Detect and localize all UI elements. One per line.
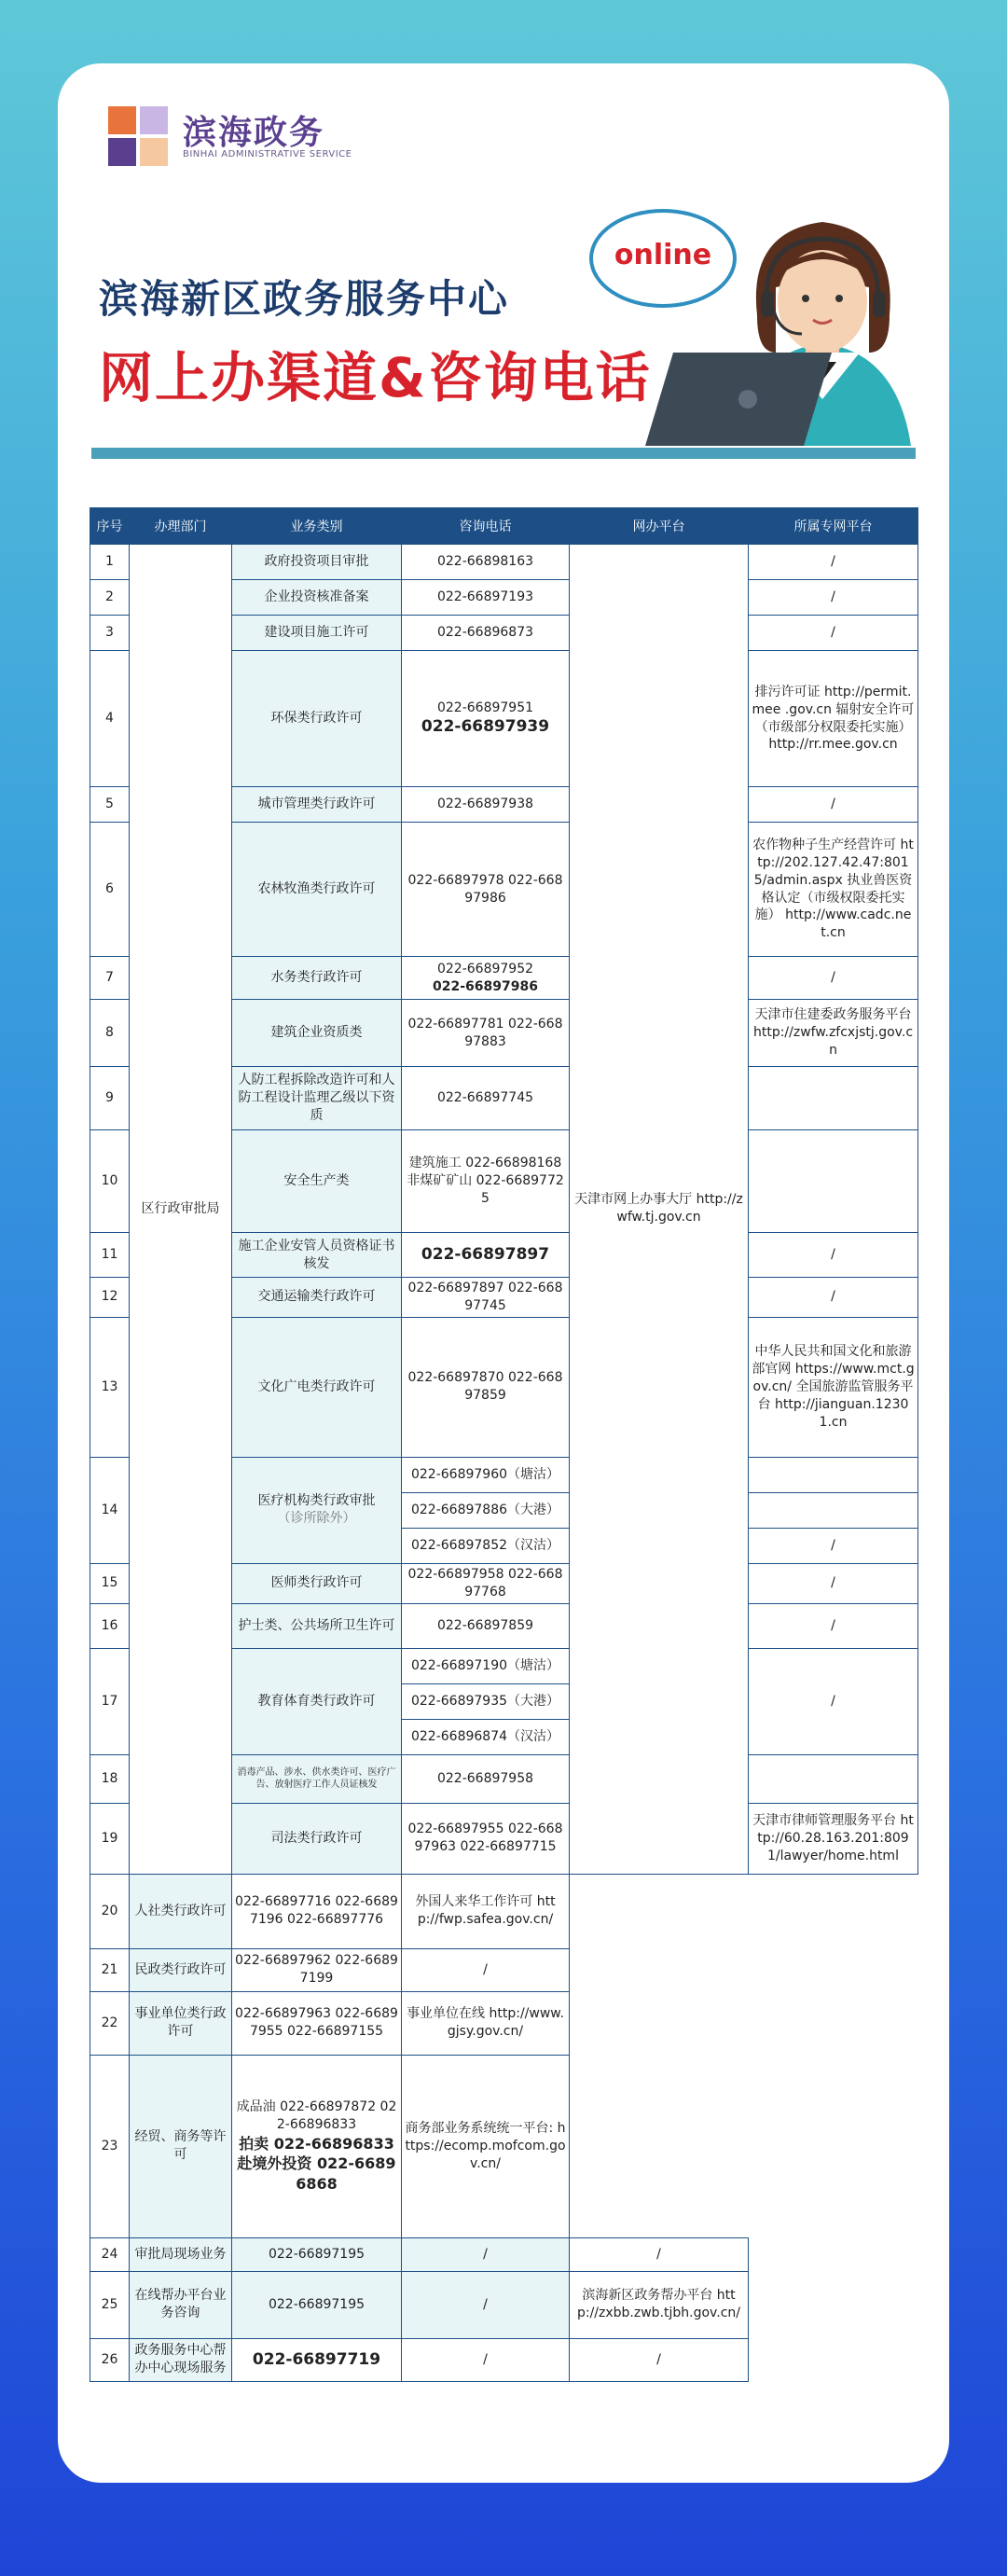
page-subtitle: 网上办渠道&咨询电话	[99, 346, 652, 409]
phone-cell: 022-66897886（大港）	[402, 1492, 570, 1528]
platform-cell: 天津市网上办事大厅 http://zwfw.tj.gov.cn	[570, 545, 749, 1875]
phone-cell: 022-66897955 022-66897963 022-66897715	[402, 1803, 570, 1874]
category-cell: 民政类行政许可	[130, 1948, 232, 1991]
network-cell: /	[749, 1563, 918, 1603]
phone-cell: 022-66897963 022-66897955 022-66897155	[232, 1991, 402, 2055]
network-cell: /	[749, 616, 918, 651]
phone-group: 拍卖 022-66896833 赴境外投资 022-66896868	[237, 2134, 396, 2193]
row-number: 13	[90, 1317, 130, 1457]
phone-cell: 022-66897745	[402, 1067, 570, 1130]
category-cell: 政务服务中心帮办中心现场服务	[130, 2338, 232, 2381]
department-cell: 区行政审批局	[130, 545, 232, 1875]
network-cell	[749, 1130, 918, 1233]
category-cell: 经贸、商务等许可	[130, 2055, 232, 2237]
table-row	[90, 2338, 918, 2381]
category-cell	[232, 1457, 402, 1563]
row-number: 1	[90, 545, 130, 580]
phone-cell: 022-66897859	[402, 1603, 570, 1648]
category-cell: 安全生产类	[232, 1130, 402, 1233]
table-row	[90, 1991, 918, 2055]
row-number: 19	[90, 1803, 130, 1874]
network-cell: /	[749, 1603, 918, 1648]
phone-cell: 022-66897193	[402, 580, 570, 616]
row-number: 4	[90, 651, 130, 787]
phone-cell	[232, 2055, 402, 2237]
row-number: 9	[90, 1067, 130, 1130]
category-cell: 护士类、公共场所卫生许可	[232, 1603, 402, 1648]
category-cell: 城市管理类行政许可	[232, 787, 402, 823]
row-number: 26	[90, 2338, 130, 2381]
network-cell: /	[749, 545, 918, 580]
network-cell: 中华人民共和国文化和旅游部官网 https://www.mct.gov.cn/ 全国旅游监管服务平台 http://jianguan.12301.cn	[749, 1317, 918, 1457]
row-number: 11	[90, 1233, 130, 1278]
service-table	[90, 507, 918, 2382]
row-number: 2	[90, 580, 130, 616]
phone-cell: 022-66897958 022-66897768	[402, 1563, 570, 1603]
row-number: 14	[90, 1457, 130, 1563]
table-row	[90, 2271, 918, 2338]
network-cell	[749, 1457, 918, 1492]
category-cell: 人防工程拆除改造许可和人防工程设计监理乙级以下资质	[232, 1067, 402, 1130]
category-cell: 文化广电类行政许可	[232, 1317, 402, 1457]
network-cell: /	[749, 1233, 918, 1278]
phone-cell: 022-66898163	[402, 545, 570, 580]
phone-cell: 022-66897195	[232, 2237, 402, 2271]
table-header-row	[90, 508, 918, 545]
column-header: 办理部门	[130, 508, 232, 545]
row-number: 17	[90, 1648, 130, 1754]
category-cell: 建设项目施工许可	[232, 616, 402, 651]
category-cell: 农林牧渔类行政许可	[232, 823, 402, 957]
category-cell: 审批局现场业务	[130, 2237, 232, 2271]
platform-cell: /	[402, 2338, 570, 2381]
column-header: 业务类别	[232, 508, 402, 545]
online-speech-bubble	[589, 209, 737, 308]
network-cell: /	[749, 1528, 918, 1563]
phone-cell: 022-66897781 022-66897883	[402, 1000, 570, 1067]
network-cell: 天津市律师管理服务平台 http://60.28.163.201:8091/lawyer/home.html	[749, 1803, 918, 1874]
row-number: 22	[90, 1991, 130, 2055]
network-cell: 外国人来华工作许可 http://fwp.safea.gov.cn/	[402, 1874, 570, 1948]
phone-cell: 022-66897938	[402, 787, 570, 823]
network-cell: /	[749, 580, 918, 616]
column-header: 所属专网平台	[749, 508, 918, 545]
category-cell: 政府投资项目审批	[232, 545, 402, 580]
phone-cell: 022-66897897 022-66897745	[402, 1278, 570, 1318]
page-title: 滨海新区政务服务中心	[99, 276, 510, 322]
network-cell: /	[749, 1648, 918, 1754]
title-underline	[91, 448, 916, 459]
row-number: 3	[90, 616, 130, 651]
phone-number: 022-66897986	[433, 978, 538, 994]
row-number: 12	[90, 1278, 130, 1318]
table-row	[90, 1948, 918, 1991]
phone-cell: 022-66897962 022-66897199	[232, 1948, 402, 1991]
row-number: 10	[90, 1130, 130, 1233]
row-number: 24	[90, 2237, 130, 2271]
category-note: （诊所除外）	[277, 1511, 356, 1527]
phone-cell: 022-66897852（汉沽）	[402, 1528, 570, 1563]
network-cell: 事业单位在线 http://www.gjsy.gov.cn/	[402, 1991, 570, 2055]
row-number: 18	[90, 1754, 130, 1803]
network-cell: /	[749, 957, 918, 1000]
row-number: 5	[90, 787, 130, 823]
phone-cell: 022-66897935（大港）	[402, 1683, 570, 1719]
network-cell: /	[402, 1948, 570, 1991]
row-number: 16	[90, 1603, 130, 1648]
category-cell: 环保类行政许可	[232, 651, 402, 787]
category-cell: 交通运输类行政许可	[232, 1278, 402, 1318]
network-cell: 滨海新区政务帮办平台 http://zxbb.zwb.tjbh.gov.cn/	[570, 2271, 749, 2338]
phone-number: 022-66897951	[436, 699, 534, 715]
phone-cell: 022-66897190（塘沽）	[402, 1648, 570, 1683]
row-number: 23	[90, 2055, 130, 2237]
phone-cell: 022-66897960（塘沽）	[402, 1457, 570, 1492]
network-cell: 农作物种子生产经营许可 http://202.127.42.47:8015/admin.aspx 执业兽医资格认定（市级权限委托实施） http://www.cadc.net.cn	[749, 823, 918, 957]
network-cell: /	[749, 787, 918, 823]
column-header: 网办平台	[570, 508, 749, 545]
logo-squares-icon	[108, 106, 170, 168]
phone-cell: 022-66896873	[402, 616, 570, 651]
category-cell: 人社类行政许可	[130, 1874, 232, 1948]
phone-cell: 022-66897958	[402, 1754, 570, 1803]
phone-cell	[402, 957, 570, 1000]
phone-cell: 022-66897978 022-66897986	[402, 823, 570, 957]
phone-group: 成品油 022-66897872 022-66896833	[236, 2098, 397, 2132]
phone-cell: 022-66897870 022-66897859	[402, 1317, 570, 1457]
phone-number: 022-66897952	[436, 961, 534, 976]
network-cell: 排污许可证 http://permit.mee .gov.cn 辐射安全许可（市级部分权限委托实施） http://rr.mee.gov.cn	[749, 651, 918, 787]
table-row	[90, 2237, 918, 2271]
phone-cell: 022-66897716 022-66897196 022-66897776	[232, 1874, 402, 1948]
phone-cell: 022-66896874（汉沽）	[402, 1719, 570, 1754]
phone-cell: 022-66897195	[232, 2271, 402, 2338]
category-cell: 企业投资核准备案	[232, 580, 402, 616]
category-cell: 施工企业安管人员资格证书核发	[232, 1233, 402, 1278]
category-text: 医疗机构类行政审批	[257, 1493, 376, 1509]
category-cell: 消毒产品、涉水、供水类许可、医疗广告、放射医疗工作人员证核发	[232, 1754, 402, 1803]
network-cell	[749, 1067, 918, 1130]
network-cell: /	[570, 2237, 749, 2271]
content-card	[58, 63, 949, 2483]
category-cell: 事业单位类行政许可	[130, 1991, 232, 2055]
logo-name: 滨海政务	[183, 114, 325, 152]
row-number: 21	[90, 1948, 130, 1991]
row-number: 7	[90, 957, 130, 1000]
row-number: 15	[90, 1563, 130, 1603]
network-cell	[749, 1754, 918, 1803]
phone-cell: 022-66897719	[232, 2338, 402, 2381]
table-row	[90, 2055, 918, 2237]
category-cell: 医师类行政许可	[232, 1563, 402, 1603]
network-cell: 商务部业务系统统一平台: https://ecomp.mofcom.gov.cn/	[402, 2055, 570, 2237]
row-number: 20	[90, 1874, 130, 1948]
column-header: 序号	[90, 508, 130, 545]
platform-cell: /	[402, 2271, 570, 2338]
column-header: 咨询电话	[402, 508, 570, 545]
network-cell	[749, 1492, 918, 1528]
table-row	[90, 1874, 918, 1948]
row-number: 25	[90, 2271, 130, 2338]
phone-cell	[402, 651, 570, 787]
category-cell: 司法类行政许可	[232, 1803, 402, 1874]
network-cell: /	[570, 2338, 749, 2381]
network-cell: 天津市住建委政务服务平台 http://zwfw.zfcxjstj.gov.cn	[749, 1000, 918, 1067]
bubble-label: online	[614, 239, 712, 271]
category-cell: 教育体育类行政许可	[232, 1648, 402, 1754]
row-number: 8	[90, 1000, 130, 1067]
category-cell: 在线帮办平台业务咨询	[130, 2271, 232, 2338]
network-cell: /	[749, 1278, 918, 1318]
category-cell: 建筑企业资质类	[232, 1000, 402, 1067]
category-cell: 水务类行政许可	[232, 957, 402, 1000]
phone-cell: 建筑施工 022-66898168 非煤矿矿山 022-66897725	[402, 1130, 570, 1233]
phone-cell: 022-66897897	[402, 1233, 570, 1278]
row-number: 6	[90, 823, 130, 957]
table-row	[90, 545, 918, 580]
phone-number: 022-66897939	[421, 717, 550, 737]
logo-subtitle: BINHAI ADMINISTRATIVE SERVICE	[183, 149, 352, 159]
platform-cell: /	[402, 2237, 570, 2271]
